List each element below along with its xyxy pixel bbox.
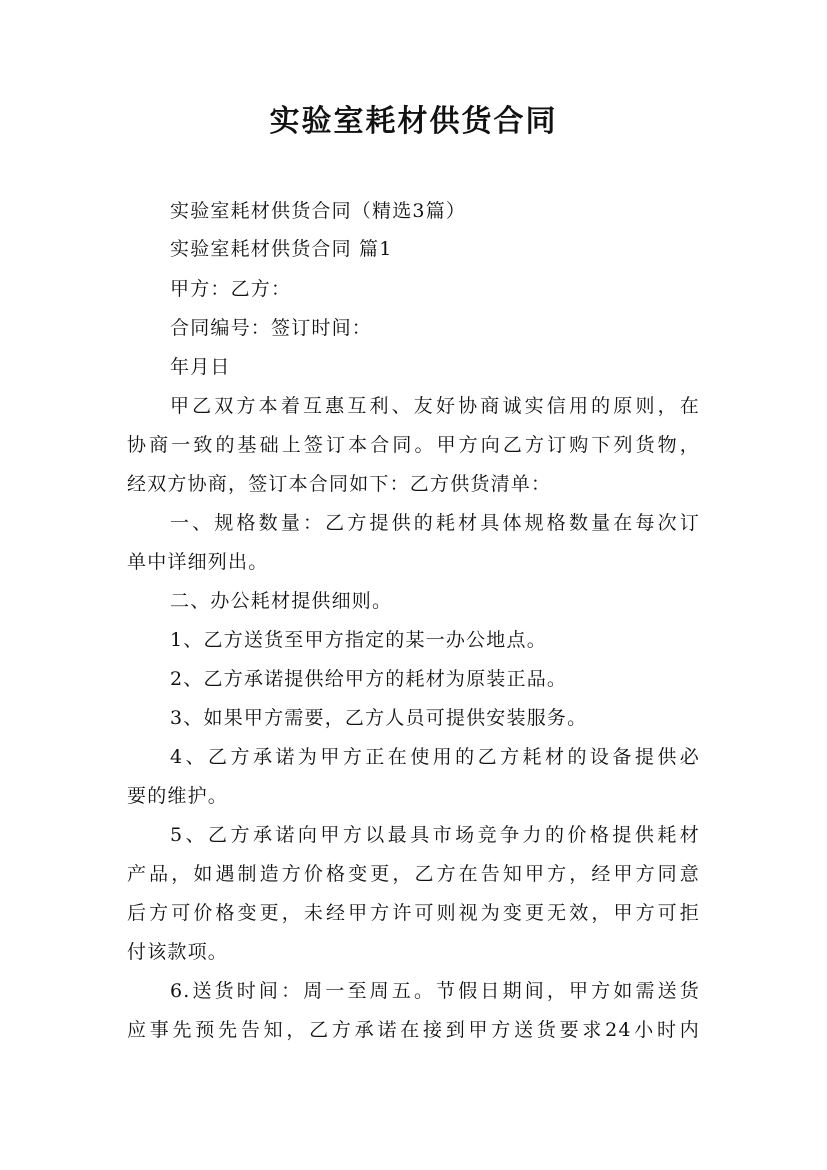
document-line: 单中详细列出。 <box>127 551 269 573</box>
document-line: 实验室耗材供货合同（精选3篇） <box>170 200 467 222</box>
document-line: 后方可价格变更，未经甲方许可则视为变更无效，甲方可拒 <box>127 902 700 924</box>
document-line: 经双方协商，签订本合同如下：乙方供货清单： <box>127 473 552 495</box>
document-title: 实验室耗材供货合同 <box>269 104 558 139</box>
document-line: 付该款项。 <box>127 941 229 963</box>
document-line: 1、乙方送货至甲方指定的某一办公地点。 <box>170 629 547 651</box>
document-line: 4、乙方承诺为甲方正在使用的乙方耗材的设备提供必 <box>170 746 700 768</box>
document-line: 二、办公耗材提供细则。 <box>170 590 393 612</box>
document-line: 协商一致的基础上签订本合同。甲方向乙方订购下列货物， <box>127 434 700 456</box>
document-line: 一、规格数量：乙方提供的耗材具体规格数量在每次订 <box>170 512 700 534</box>
document-line: 2、乙方承诺提供给甲方的耗材为原装正品。 <box>170 668 568 690</box>
document-line: 6.送货时间：周一至周五。节假日期间，甲方如需送货 <box>170 980 700 1002</box>
document-line: 3、如果甲方需要，乙方人员可提供安装服务。 <box>170 707 588 729</box>
document-line: 实验室耗材供货合同 篇1 <box>170 238 393 260</box>
document-line: 年月日 <box>170 356 231 378</box>
document-line: 甲方：乙方： <box>170 278 292 300</box>
document-line: 合同编号：签订时间： <box>170 317 373 339</box>
document-line: 要的维护。 <box>127 785 229 807</box>
document-line: 5、乙方承诺向甲方以最具市场竞争力的价格提供耗材 <box>170 824 700 846</box>
document-line: 产品，如遇制造方价格变更，乙方在告知甲方，经甲方同意 <box>127 863 700 885</box>
document-line: 应事先预先告知，乙方承诺在接到甲方送货要求24小时内 <box>127 1019 700 1041</box>
document-line: 甲乙双方本着互惠互利、友好协商诚实信用的原则，在 <box>170 395 700 417</box>
